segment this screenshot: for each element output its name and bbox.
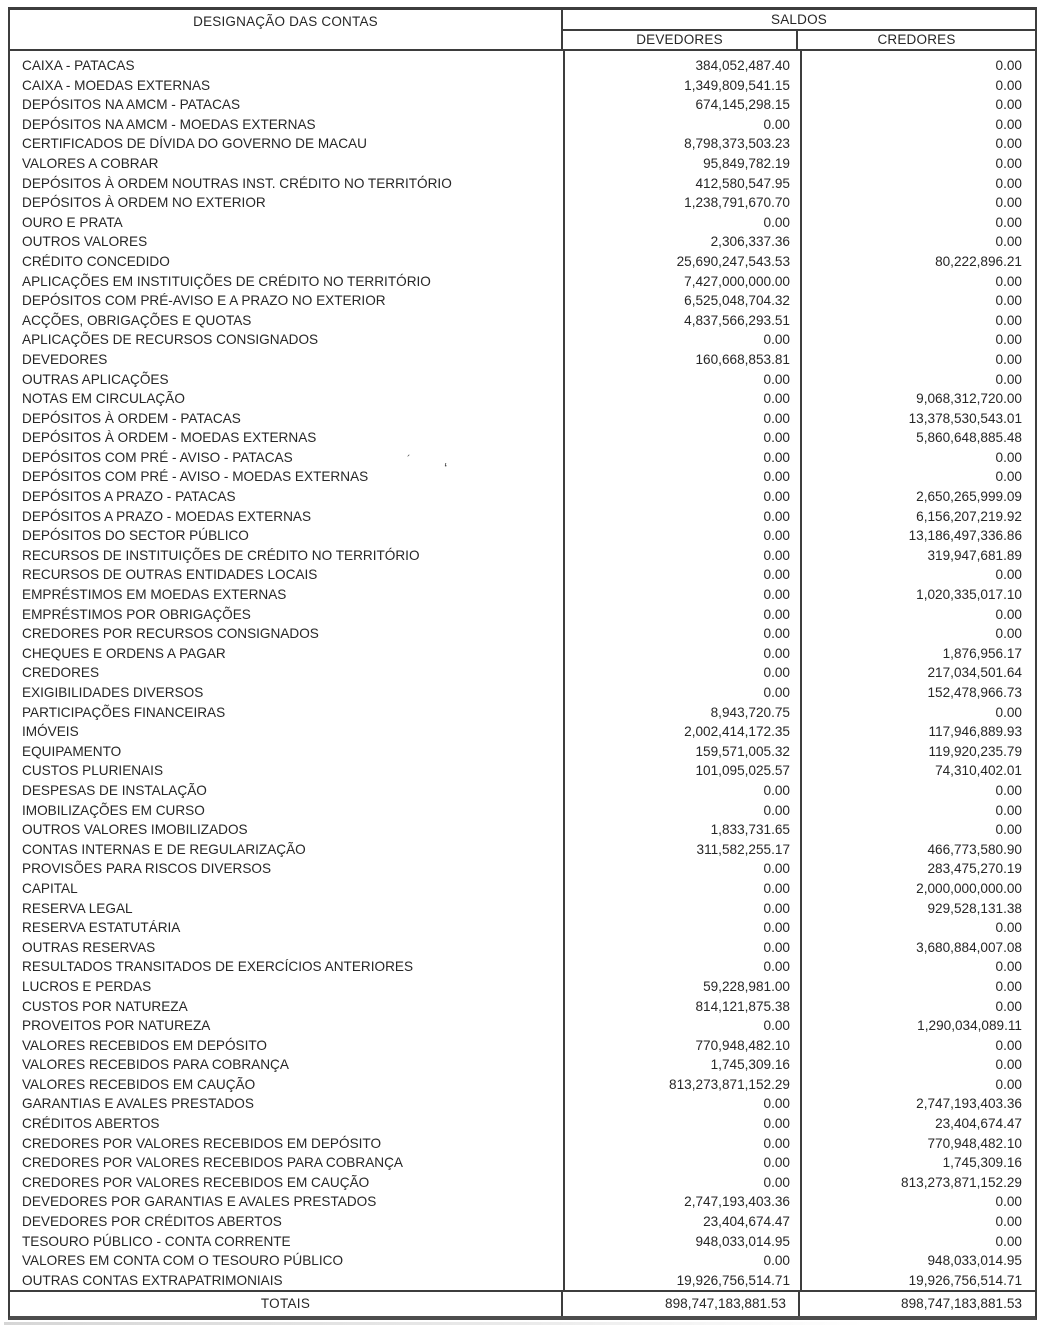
account-label: CREDORES POR VALORES RECEBIDOS EM CAUÇÃO <box>22 1174 370 1190</box>
devedores-value: 0.00 <box>763 1135 790 1151</box>
table-row <box>10 1094 1035 1114</box>
devedores-value: 770,948,482.10 <box>695 1037 790 1053</box>
devedores-value: 0.00 <box>763 214 790 230</box>
credores-value: 13,186,497,336.86 <box>908 528 1022 544</box>
credores-value: 119,920,235.79 <box>928 743 1022 759</box>
credores-value: 0.00 <box>995 998 1022 1014</box>
table-row <box>10 585 1035 605</box>
table-body <box>10 51 1035 1290</box>
devedores-value: 19,926,756,514.71 <box>676 1272 790 1288</box>
devedores-value: 0.00 <box>763 1174 790 1190</box>
credores-value: 5,860,648,885.48 <box>916 430 1022 446</box>
credores-value: 0.00 <box>995 1037 1022 1053</box>
devedores-value: 95,849,782.19 <box>703 155 790 171</box>
account-label: RESERVA LEGAL <box>22 900 133 916</box>
account-label: DEPÓSITOS NA AMCM - MOEDAS EXTERNAS <box>22 116 316 132</box>
devedores-value: 0.00 <box>763 391 790 407</box>
table-row <box>10 1016 1035 1036</box>
account-label: VALORES RECEBIDOS EM CAUÇÃO <box>22 1076 256 1092</box>
credores-value: 929,528,131.38 <box>927 900 1022 916</box>
account-label: CREDORES <box>22 665 100 681</box>
account-label: GARANTIAS E AVALES PRESTADOS <box>22 1096 254 1112</box>
account-label: EMPRÉSTIMOS EM MOEDAS EXTERNAS <box>22 587 287 603</box>
account-label: OUTRAS RESERVAS <box>22 939 156 955</box>
credores-value: 0.00 <box>995 1076 1022 1092</box>
account-label: EMPRÉSTIMOS POR OBRIGAÇÕES <box>22 606 251 622</box>
credores-value: 0.00 <box>995 822 1022 838</box>
account-label: CRÉDITO CONCEDIDO <box>22 253 170 269</box>
devedores-value: 0.00 <box>763 782 790 798</box>
table-row <box>10 1271 1035 1291</box>
credores-value: 319,947,681.89 <box>927 547 1022 563</box>
credores-value: 2,747,193,403.36 <box>916 1096 1022 1112</box>
account-label: DEPÓSITOS COM PRÉ-AVISO E A PRAZO NO EXTERIOR <box>22 293 386 309</box>
account-label: RESULTADOS TRANSITADOS DE EXERCÍCIOS ANTERIORES <box>22 959 414 975</box>
table-row <box>10 683 1035 703</box>
credores-value: 0.00 <box>995 175 1022 191</box>
account-label: IMÓVEIS <box>22 724 79 740</box>
table-row <box>10 1173 1035 1193</box>
account-label: DESPESAS DE INSTALAÇÃO <box>22 782 207 798</box>
table-row <box>10 801 1035 821</box>
table-row <box>10 859 1035 879</box>
account-label: OUTRAS APLICAÇÕES <box>22 371 169 387</box>
devedores-value: 814,121,875.38 <box>695 998 790 1014</box>
devedores-value: 7,427,000,000.00 <box>684 273 790 289</box>
account-label: PROVEITOS POR NATUREZA <box>22 1018 211 1034</box>
totals-credores-value: 898,747,183,881.53 <box>901 1296 1022 1312</box>
account-label: DEVEDORES POR CRÉDITOS ABERTOS <box>22 1214 282 1230</box>
account-label: ACÇÕES, OBRIGAÇÕES E QUOTAS <box>22 312 252 328</box>
column-divider <box>563 51 565 1290</box>
table-row <box>10 389 1035 409</box>
credores-value: 1,290,034,089.11 <box>917 1018 1022 1034</box>
credores-value: 2,650,265,999.09 <box>916 489 1022 505</box>
table-row <box>10 1036 1035 1056</box>
table-row <box>10 977 1035 997</box>
account-label: TESOURO PÚBLICO - CONTA CORRENTE <box>22 1233 291 1249</box>
credores-value: 770,948,482.10 <box>927 1135 1022 1151</box>
account-label: VALORES EM CONTA COM O TESOURO PÚBLICO <box>22 1253 344 1269</box>
devedores-value: 674,145,298.15 <box>695 97 790 113</box>
account-label: CUSTOS PLURIENAIS <box>22 763 164 779</box>
account-label: DEPÓSITOS NA AMCM - PATACAS <box>22 97 241 113</box>
table-row <box>10 1212 1035 1232</box>
column-divider <box>800 51 802 1290</box>
credores-value: 0.00 <box>995 1057 1022 1073</box>
devedores-value: 1,349,809,541.15 <box>684 77 790 93</box>
saldos-subheader-row <box>563 31 1035 49</box>
devedores-value: 2,747,193,403.36 <box>684 1194 790 1210</box>
account-label: RECURSOS DE INSTITUIÇÕES DE CRÉDITO NO TERRITÓRIO <box>22 547 420 563</box>
credores-value: 1,020,335,017.10 <box>916 587 1022 603</box>
devedores-value: 1,833,731.65 <box>710 822 790 838</box>
devedores-value: 0.00 <box>763 371 790 387</box>
table-row <box>10 409 1035 429</box>
credores-value: 1,745,309.16 <box>942 1155 1022 1171</box>
devedores-value: 25,690,247,543.53 <box>676 253 790 269</box>
credores-value: 948,033,014.95 <box>927 1253 1022 1269</box>
credores-value: 19,926,756,514.71 <box>908 1272 1022 1288</box>
devedores-value: 0.00 <box>763 489 790 505</box>
devedores-value: 0.00 <box>763 410 790 426</box>
account-label: OUTROS VALORES <box>22 234 148 250</box>
table-row <box>10 1232 1035 1252</box>
credores-value: 117,946,889.93 <box>928 724 1022 740</box>
table-row <box>10 507 1035 527</box>
credores-value: 0.00 <box>995 1194 1022 1210</box>
credores-value: 0.00 <box>995 567 1022 583</box>
table-row <box>10 115 1035 135</box>
devedores-value: 0.00 <box>763 116 790 132</box>
account-label: CERTIFICADOS DE DÍVIDA DO GOVERNO DE MACAU <box>22 136 367 152</box>
scan-smudge <box>4 1322 864 1325</box>
devedores-value: 0.00 <box>763 567 790 583</box>
devedores-value: 0.00 <box>763 1018 790 1034</box>
credores-value: 813,273,871,152.29 <box>901 1174 1022 1190</box>
table-row <box>10 663 1035 683</box>
account-label: DEPÓSITOS DO SECTOR PÚBLICO <box>22 528 249 544</box>
credores-value: 0.00 <box>995 959 1022 975</box>
account-label: DEPÓSITOS À ORDEM - MOEDAS EXTERNAS <box>22 430 317 446</box>
table-row <box>10 1134 1035 1154</box>
devedores-value: 0.00 <box>763 547 790 563</box>
account-label: CREDORES POR RECURSOS CONSIGNADOS <box>22 626 319 642</box>
credores-value: 0.00 <box>995 116 1022 132</box>
account-label: EQUIPAMENTO <box>22 743 122 759</box>
account-label: APLICAÇÕES EM INSTITUIÇÕES DE CRÉDITO NO TERRITÓRIO <box>22 273 431 289</box>
account-label: VALORES RECEBIDOS EM DEPÓSITO <box>22 1037 267 1053</box>
devedores-value: 0.00 <box>763 528 790 544</box>
table-row <box>10 1055 1035 1075</box>
credores-value: 0.00 <box>995 920 1022 936</box>
account-label: PARTICIPAÇÕES FINANCEIRAS <box>22 704 226 720</box>
credores-value: 0.00 <box>995 214 1022 230</box>
credores-value: 0.00 <box>995 606 1022 622</box>
column-header-saldos: SALDOS <box>563 10 1035 31</box>
table-row <box>10 487 1035 507</box>
totals-devedores-value: 898,747,183,881.53 <box>563 1292 800 1316</box>
credores-value: 0.00 <box>995 469 1022 485</box>
devedores-value: 0.00 <box>763 900 790 916</box>
devedores-value: 0.00 <box>763 626 790 642</box>
credores-value: 0.00 <box>995 782 1022 798</box>
devedores-value: 4,837,566,293.51 <box>684 312 790 328</box>
table-row <box>10 565 1035 585</box>
account-label: CHEQUES E ORDENS A PAGAR <box>22 645 226 661</box>
account-label: DEPÓSITOS À ORDEM - PATACAS <box>22 410 241 426</box>
credores-value: 23,404,674.47 <box>935 1116 1022 1132</box>
table-row <box>10 997 1035 1017</box>
account-label: CAPITAL <box>22 880 78 896</box>
credores-value: 3,680,884,007.08 <box>916 939 1022 955</box>
table-row <box>10 154 1035 174</box>
account-label: CUSTOS POR NATUREZA <box>22 998 188 1014</box>
devedores-value: 384,052,487.40 <box>695 58 790 73</box>
devedores-value: 1,238,791,670.70 <box>684 195 790 211</box>
devedores-value: 0.00 <box>763 508 790 524</box>
table-row <box>10 1251 1035 1271</box>
table-row <box>10 370 1035 390</box>
table-row <box>10 742 1035 762</box>
credores-value: 0.00 <box>995 704 1022 720</box>
devedores-value: 0.00 <box>763 939 790 955</box>
table-row <box>10 95 1035 115</box>
account-label: APLICAÇÕES DE RECURSOS CONSIGNADOS <box>22 332 319 348</box>
table-row <box>10 546 1035 566</box>
account-label: OUTRAS CONTAS EXTRAPATRIMONIAIS <box>22 1272 283 1288</box>
table-row <box>10 428 1035 448</box>
devedores-value: 0.00 <box>763 469 790 485</box>
table-row <box>10 448 1035 468</box>
devedores-value: 0.00 <box>763 645 790 661</box>
devedores-value: 0.00 <box>763 665 790 681</box>
devedores-value: 1,745,309.16 <box>710 1057 790 1073</box>
account-label: DEPÓSITOS À ORDEM NOUTRAS INST. CRÉDITO NO TERRITÓRIO <box>22 175 452 191</box>
table-row <box>10 76 1035 96</box>
credores-value: 0.00 <box>995 1233 1022 1249</box>
table-row <box>10 624 1035 644</box>
credores-value: 0.00 <box>995 155 1022 171</box>
credores-value: 0.00 <box>995 332 1022 348</box>
devedores-value: 101,095,025.57 <box>695 763 790 779</box>
devedores-value: 0.00 <box>763 606 790 622</box>
totals-label: TOTAIS <box>10 1292 563 1316</box>
column-header-devedores: DEVEDORES <box>563 31 798 49</box>
table-row <box>10 174 1035 194</box>
account-label: EXIGIBILIDADES DIVERSOS <box>22 685 204 700</box>
devedores-value: 159,571,005.32 <box>695 743 790 759</box>
table-row <box>10 330 1035 350</box>
account-label: CREDORES POR VALORES RECEBIDOS EM DEPÓSITO <box>22 1135 382 1151</box>
devedores-value: 0.00 <box>763 449 790 465</box>
devedores-value: 311,582,255.17 <box>696 841 790 857</box>
devedores-value: 412,580,547.95 <box>695 175 790 191</box>
devedores-value: 6,525,048,704.32 <box>684 293 790 309</box>
table-row <box>10 879 1035 899</box>
devedores-value: 0.00 <box>763 332 790 348</box>
account-label: DEVEDORES <box>22 351 108 367</box>
credores-value: 0.00 <box>995 802 1022 818</box>
credores-value: 0.00 <box>995 978 1022 994</box>
account-label: DEPÓSITOS COM PRÉ - AVISO - MOEDAS EXTERNAS <box>22 469 369 485</box>
credores-value: 466,773,580.90 <box>927 841 1022 857</box>
devedores-value: 0.00 <box>763 861 790 877</box>
table-row <box>10 899 1035 919</box>
table-row <box>10 918 1035 938</box>
devedores-value: 0.00 <box>763 1096 790 1112</box>
table-row <box>10 820 1035 840</box>
devedores-value: 0.00 <box>763 1116 790 1132</box>
account-label: DEPÓSITOS COM PRÉ - AVISO - PATACAS <box>22 449 293 465</box>
account-label: VALORES A COBRAR <box>22 155 159 171</box>
credores-value: 0.00 <box>995 97 1022 113</box>
devedores-value: 8,943,720.75 <box>710 704 790 720</box>
table-row <box>10 605 1035 625</box>
credores-value: 217,034,501.64 <box>927 665 1022 681</box>
devedores-value: 23,404,674.47 <box>703 1214 790 1230</box>
account-label: OUTROS VALORES IMOBILIZADOS <box>22 822 248 838</box>
credores-value: 80,222,896.21 <box>935 253 1022 269</box>
table-row <box>10 938 1035 958</box>
table-row <box>10 644 1035 664</box>
table-row <box>10 350 1035 370</box>
account-label: VALORES RECEBIDOS PARA COBRANÇA <box>22 1057 289 1073</box>
table-row <box>10 291 1035 311</box>
table-row <box>10 703 1035 723</box>
devedores-value: 0.00 <box>763 802 790 818</box>
credores-value: 0.00 <box>995 449 1022 465</box>
devedores-value: 948,033,014.95 <box>695 1233 790 1249</box>
saldos-header-group <box>563 10 1035 49</box>
table-row <box>10 957 1035 977</box>
scan-artifact-accent: ´ <box>407 454 411 466</box>
account-label: IMOBILIZAÇÕES EM CURSO <box>22 802 205 818</box>
credores-value: 0.00 <box>995 293 1022 309</box>
account-label: CAIXA - PATACAS <box>22 58 135 73</box>
table-row <box>10 213 1035 233</box>
credores-value: 0.00 <box>995 136 1022 152</box>
devedores-value: 0.00 <box>763 959 790 975</box>
table-row <box>10 272 1035 292</box>
table-row <box>10 1114 1035 1134</box>
credores-value: 74,310,402.01 <box>935 763 1022 779</box>
devedores-value: 0.00 <box>763 1155 790 1171</box>
account-label: CREDORES POR VALORES RECEBIDOS PARA COBRANÇA <box>22 1155 403 1171</box>
accounts-table <box>8 7 1037 1320</box>
account-label: LUCROS E PERDAS <box>22 978 152 994</box>
credores-value: 13,378,530,543.01 <box>908 410 1022 426</box>
account-label: OURO E PRATA <box>22 214 123 230</box>
account-label: DEPÓSITOS A PRAZO - PATACAS <box>22 489 236 505</box>
table-row <box>10 840 1035 860</box>
account-label: NOTAS EM CIRCULAÇÃO <box>22 391 185 407</box>
table-row <box>10 134 1035 154</box>
devedores-value: 59,228,981.00 <box>703 978 790 994</box>
account-label: DEPÓSITOS A PRAZO - MOEDAS EXTERNAS <box>22 508 312 524</box>
account-label: RECURSOS DE OUTRAS ENTIDADES LOCAIS <box>22 567 318 583</box>
table-row <box>10 526 1035 546</box>
credores-value: 0.00 <box>995 234 1022 250</box>
table-row <box>10 1192 1035 1212</box>
credores-value: 6,156,207,219.92 <box>916 508 1022 524</box>
credores-value: 0.00 <box>995 195 1022 211</box>
devedores-value: 0.00 <box>763 1253 790 1269</box>
credores-value: 0.00 <box>995 351 1022 367</box>
credores-value: 0.00 <box>995 273 1022 289</box>
devedores-value: 0.00 <box>763 920 790 936</box>
table-row <box>10 232 1035 252</box>
credores-value: 0.00 <box>995 77 1022 93</box>
table-row <box>10 781 1035 801</box>
devedores-value: 0.00 <box>763 430 790 446</box>
table-header <box>10 10 1035 51</box>
devedores-value: 2,002,414,172.35 <box>684 724 790 740</box>
account-label: CRÉDITOS ABERTOS <box>22 1116 160 1132</box>
account-label: RESERVA ESTATUTÁRIA <box>22 920 181 936</box>
account-label: PROVISÕES PARA RISCOS DIVERSOS <box>22 861 272 877</box>
credores-value: 0.00 <box>995 1214 1022 1230</box>
column-header-designacao: DESIGNAÇÃO DAS CONTAS <box>10 10 563 49</box>
devedores-value: 813,273,871,152.29 <box>669 1076 790 1092</box>
devedores-value: 0.00 <box>763 587 790 603</box>
totals-row <box>10 1290 1035 1316</box>
devedores-value: 2,306,337.36 <box>710 234 790 250</box>
table-row <box>10 56 1035 76</box>
credores-value: 1,876,956.17 <box>942 645 1022 661</box>
credores-value: 0.00 <box>995 371 1022 387</box>
devedores-value: 8,798,373,503.23 <box>684 136 790 152</box>
table-row <box>10 722 1035 742</box>
table-row <box>10 467 1035 487</box>
account-label: CONTAS INTERNAS E DE REGULARIZAÇÃO <box>22 841 306 857</box>
table-row <box>10 761 1035 781</box>
account-label: CAIXA - MOEDAS EXTERNAS <box>22 77 211 93</box>
column-header-credores: CREDORES <box>877 32 956 47</box>
devedores-value: 0.00 <box>763 880 790 896</box>
table-row <box>10 252 1035 272</box>
scan-artifact-tick: ‘ <box>444 460 448 477</box>
credores-value: 0.00 <box>995 58 1022 73</box>
table-row <box>10 311 1035 331</box>
credores-value: 9,068,312,720.00 <box>916 391 1022 407</box>
table-row <box>10 1153 1035 1173</box>
table-row <box>10 1075 1035 1095</box>
credores-value: 283,475,270.19 <box>927 861 1022 877</box>
account-label: DEVEDORES POR GARANTIAS E AVALES PRESTADOS <box>22 1194 377 1210</box>
devedores-value: 160,668,853.81 <box>695 351 790 367</box>
credores-value: 0.00 <box>995 626 1022 642</box>
devedores-value: 0.00 <box>763 685 790 700</box>
credores-value: 0.00 <box>995 312 1022 328</box>
credores-value: 2,000,000,000.00 <box>916 880 1022 896</box>
credores-value: 152,478,966.73 <box>927 685 1022 700</box>
table-row <box>10 193 1035 213</box>
account-label: DEPÓSITOS À ORDEM NO EXTERIOR <box>22 195 266 211</box>
